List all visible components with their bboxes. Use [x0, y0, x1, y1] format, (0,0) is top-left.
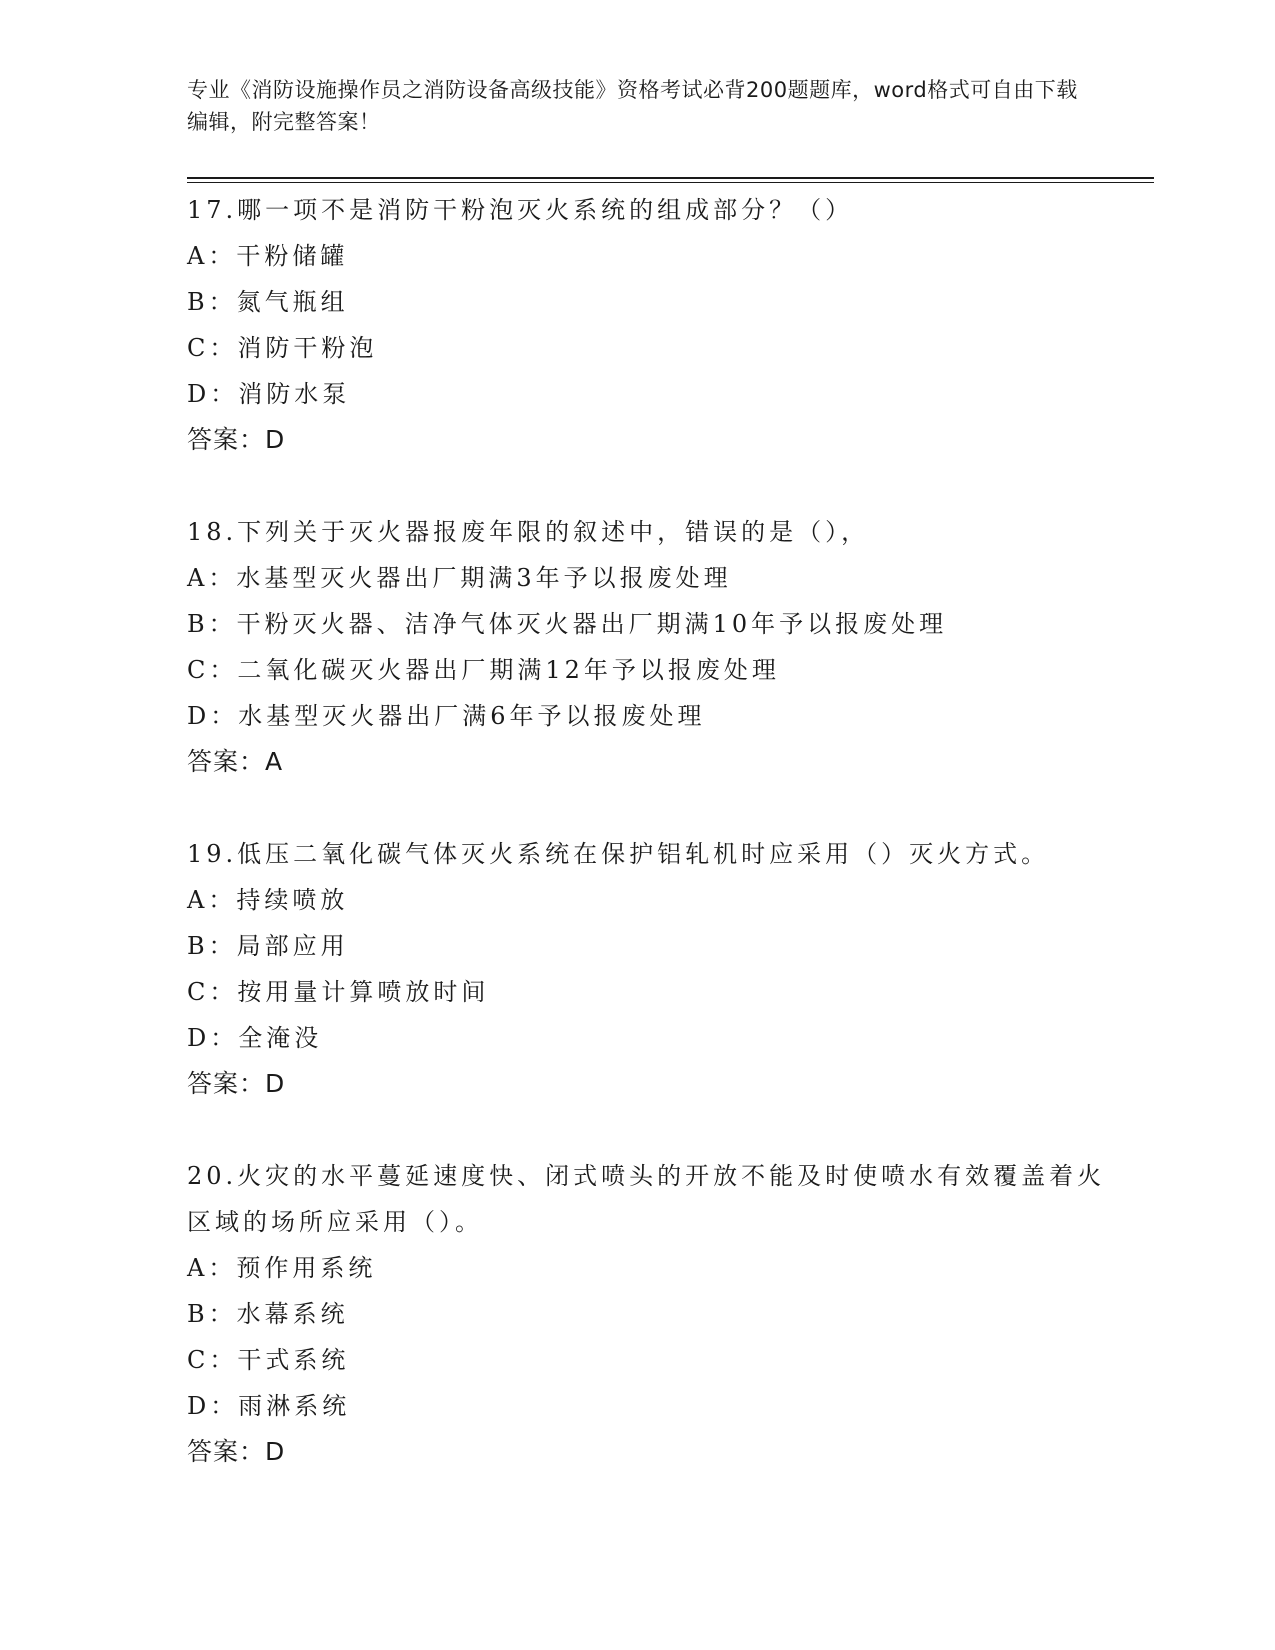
answer-label: 答案：	[187, 1069, 266, 1098]
option-text: 水基型灭火器出厂满6年予以报废处理	[238, 702, 706, 730]
option-text: 消防干粉泡	[237, 334, 378, 362]
answer-line	[187, 739, 1117, 785]
option-text: 氮气瓶组	[236, 288, 349, 316]
option-a	[187, 877, 1117, 923]
option-label: A：	[187, 564, 237, 592]
option-d	[187, 693, 1117, 739]
option-d	[187, 1383, 1117, 1429]
option-d	[187, 371, 1117, 417]
option-b	[187, 1291, 1117, 1337]
answer-line	[187, 417, 1117, 463]
option-label: B：	[187, 932, 237, 960]
option-label: C：	[187, 334, 238, 362]
option-label: D：	[187, 702, 239, 730]
answer-value: D	[265, 425, 286, 454]
question-text: 20.火灾的水平蔓延速度快、闭式喷头的开放不能及时使喷水有效覆盖着火区域的场所应采用（）。	[187, 1162, 1106, 1236]
option-a	[187, 1245, 1117, 1291]
option-text: 水幕系统	[236, 1300, 349, 1328]
option-c	[187, 1337, 1117, 1383]
option-text: 二氧化碳灭火器出厂期满12年予以报废处理	[237, 656, 780, 684]
option-text: 消防水泵	[238, 380, 351, 408]
answer-label: 答案：	[187, 1437, 266, 1466]
option-a	[187, 555, 1117, 601]
option-label: A：	[187, 886, 237, 914]
option-label: D：	[187, 380, 239, 408]
answer-label: 答案：	[187, 747, 266, 776]
option-text: 干式系统	[237, 1346, 350, 1374]
option-text: 持续喷放	[236, 886, 349, 914]
answer-line	[187, 1429, 1117, 1475]
option-b	[187, 279, 1117, 325]
question-17	[187, 187, 1117, 463]
option-label: C：	[187, 656, 238, 684]
option-label: B：	[187, 288, 237, 316]
option-text: 干粉灭火器、洁净气体灭火器出厂期满10年予以报废处理	[236, 610, 948, 638]
answer-value: D	[265, 1437, 286, 1466]
question-19	[187, 831, 1117, 1107]
question-text: 19.低压二氧化碳气体灭火系统在保护铝轧机时应采用（）灭火方式。	[187, 840, 1050, 868]
option-c	[187, 647, 1117, 693]
answer-value: D	[265, 1069, 286, 1098]
header-divider-thick	[187, 177, 1154, 179]
option-label: D：	[187, 1024, 239, 1052]
option-text: 水基型灭火器出厂期满3年予以报废处理	[236, 564, 732, 592]
option-c	[187, 325, 1117, 371]
option-label: D：	[187, 1392, 239, 1420]
option-label: C：	[187, 1346, 238, 1374]
document-title: 专业《消防设施操作员之消防设备高级技能》资格考试必背200题题库，word格式可自由下载编辑，附完整答案！	[187, 78, 1078, 134]
option-d	[187, 1015, 1117, 1061]
option-label: C：	[187, 978, 238, 1006]
question-20	[187, 1153, 1117, 1475]
document-header	[187, 74, 1087, 138]
option-text: 全淹没	[238, 1024, 323, 1052]
option-c	[187, 969, 1117, 1015]
answer-label: 答案：	[187, 425, 266, 454]
option-b	[187, 601, 1117, 647]
question-18	[187, 509, 1117, 785]
option-label: A：	[187, 242, 237, 270]
option-text: 局部应用	[236, 932, 349, 960]
option-text: 按用量计算喷放时间	[237, 978, 490, 1006]
question-list	[187, 187, 1117, 1521]
question-text: 17.哪一项不是消防干粉泡灭火系统的组成部分？（）	[187, 196, 854, 224]
option-label: B：	[187, 1300, 237, 1328]
option-label: B：	[187, 610, 237, 638]
option-a	[187, 233, 1117, 279]
question-text: 18.下列关于灭火器报废年限的叙述中，错误的是（），	[187, 518, 870, 546]
option-text: 干粉储罐	[236, 242, 349, 270]
option-b	[187, 923, 1117, 969]
option-text: 预作用系统	[236, 1254, 377, 1282]
answer-value: A	[265, 747, 284, 776]
option-text: 雨淋系统	[238, 1392, 351, 1420]
header-divider-thin	[187, 182, 1154, 183]
option-label: A：	[187, 1254, 237, 1282]
answer-line	[187, 1061, 1117, 1107]
